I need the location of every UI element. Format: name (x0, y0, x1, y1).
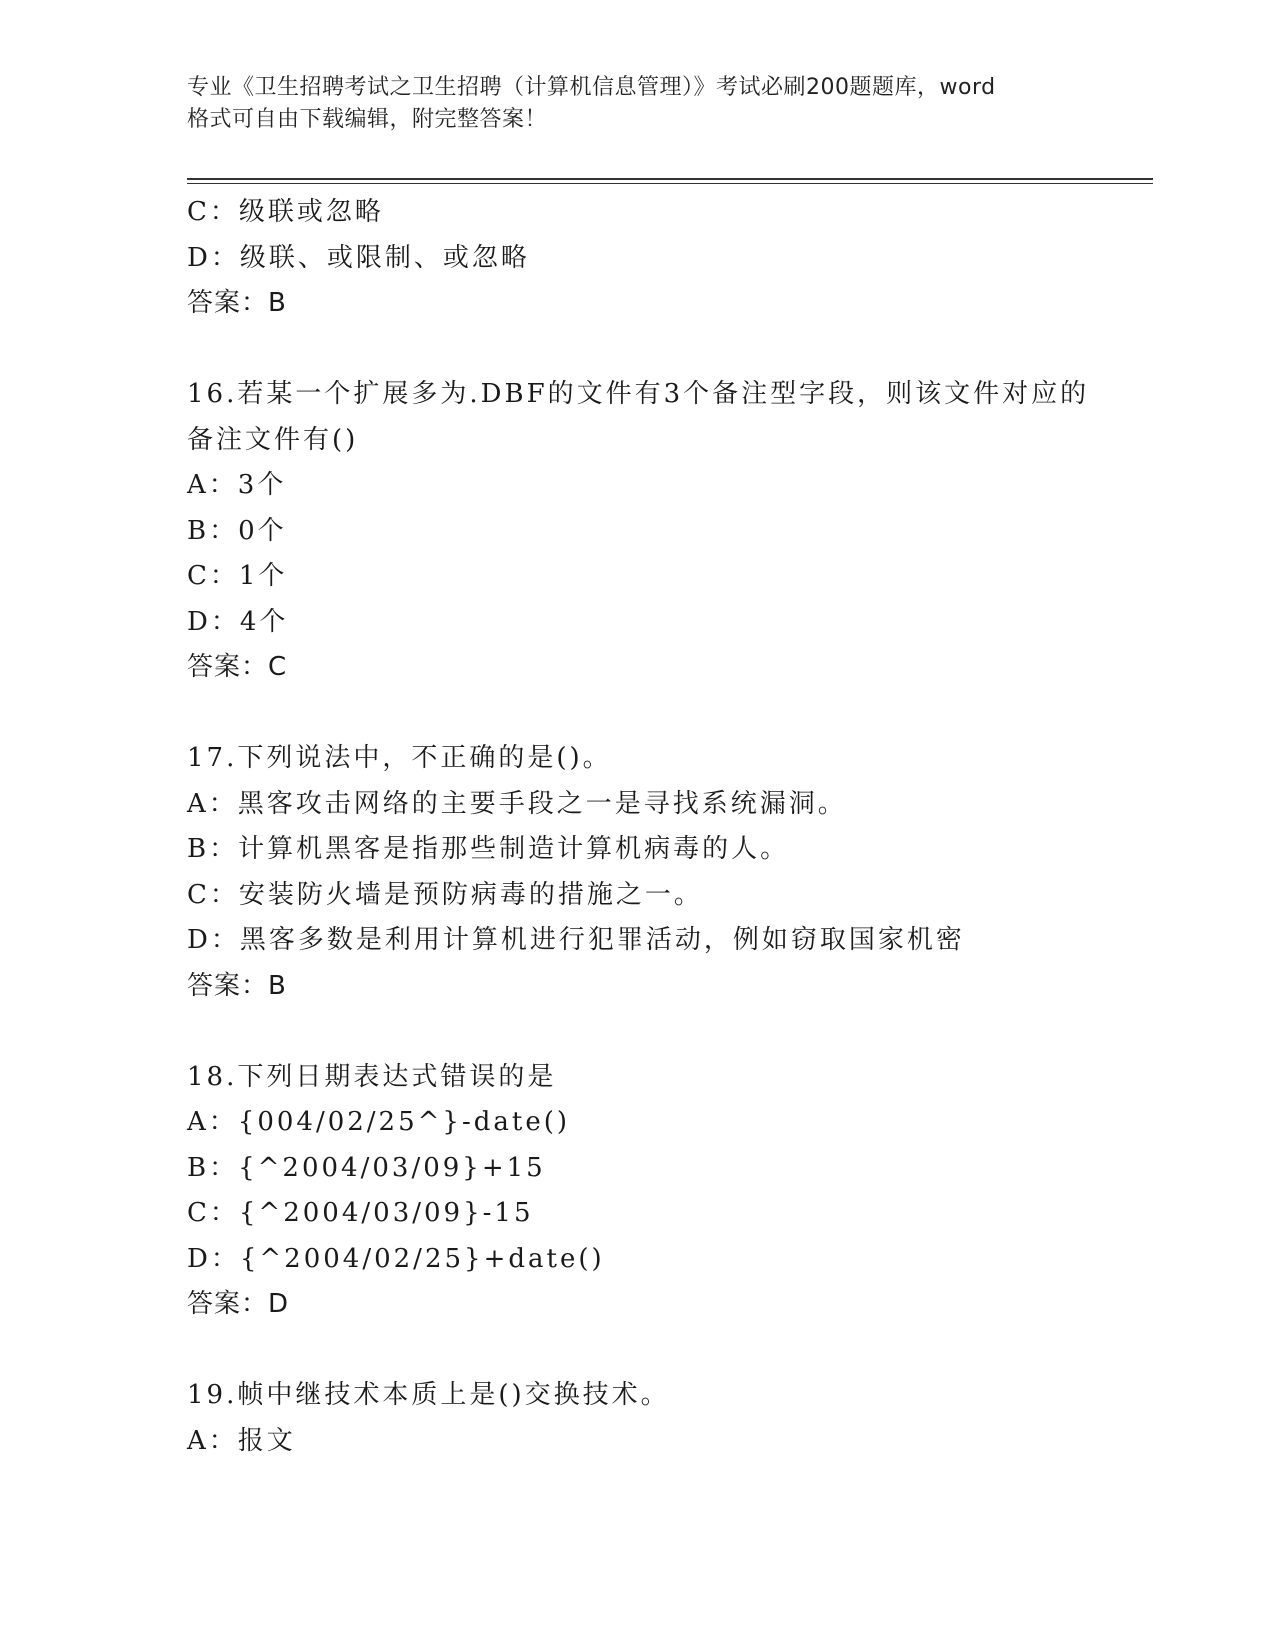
question-19 (187, 1373, 1087, 1464)
header-line-1: 专业《卫生招聘考试之卫生招聘（计算机信息管理）》考试必刷200题题库，word (187, 75, 996, 100)
option-d: D：黑客多数是利用计算机进行犯罪活动，例如窃取国家机密 (187, 925, 965, 955)
question-stem: 18.下列日期表达式错误的是 (187, 1061, 557, 1092)
option-a: A：{004/02/25^}-date() (187, 1107, 571, 1137)
question-18 (187, 1055, 1087, 1328)
option-c: C：1个 (187, 561, 288, 591)
header-line-2: 格式可自由下载编辑，附完整答案！ (187, 107, 548, 132)
option-a: A：黑客攻击网络的主要手段之一是寻找系统漏洞。 (187, 788, 847, 819)
option-d: D：级联、或限制、或忽略 (187, 242, 530, 273)
header-divider-thick (187, 178, 1153, 180)
question-16 (187, 372, 1090, 691)
option-b: B：0个 (187, 515, 287, 546)
answer-line: 答案：B (187, 288, 287, 318)
option-c: C：{^2004/03/09}-15 (187, 1198, 534, 1228)
question-stem-continued: 备注文件有() (187, 424, 359, 455)
question-list (187, 190, 1090, 1464)
question-stem: 19.帧中继技术本质上是()交换技术。 (187, 1380, 670, 1410)
question-17 (187, 736, 1087, 1009)
option-a: A：报文 (187, 1425, 296, 1456)
option-b: B：计算机黑客是指那些制造计算机病毒的人。 (187, 834, 790, 864)
question-15-continued (187, 190, 1087, 327)
answer-line: 答案：D (187, 1289, 290, 1319)
document-header (187, 72, 1087, 136)
answer-line: 答案：B (187, 970, 287, 1001)
option-b: B：{^2004/03/09}+15 (187, 1152, 546, 1183)
question-stem: 17.下列说法中，不正确的是()。 (187, 743, 612, 773)
option-c: C：安装防火墙是预防病毒的措施之一。 (187, 879, 703, 910)
question-stem: 16.若某一个扩展多为.DBF的文件有3个备注型字段，则该文件对应的 (187, 379, 1090, 409)
option-d: D：{^2004/02/25}+date() (187, 1243, 605, 1274)
option-a: A：3个 (187, 470, 287, 500)
option-d: D：4个 (187, 606, 289, 637)
option-c: C：级联或忽略 (187, 197, 384, 227)
answer-line: 答案：C (187, 652, 288, 682)
header-divider-thin (187, 183, 1153, 184)
